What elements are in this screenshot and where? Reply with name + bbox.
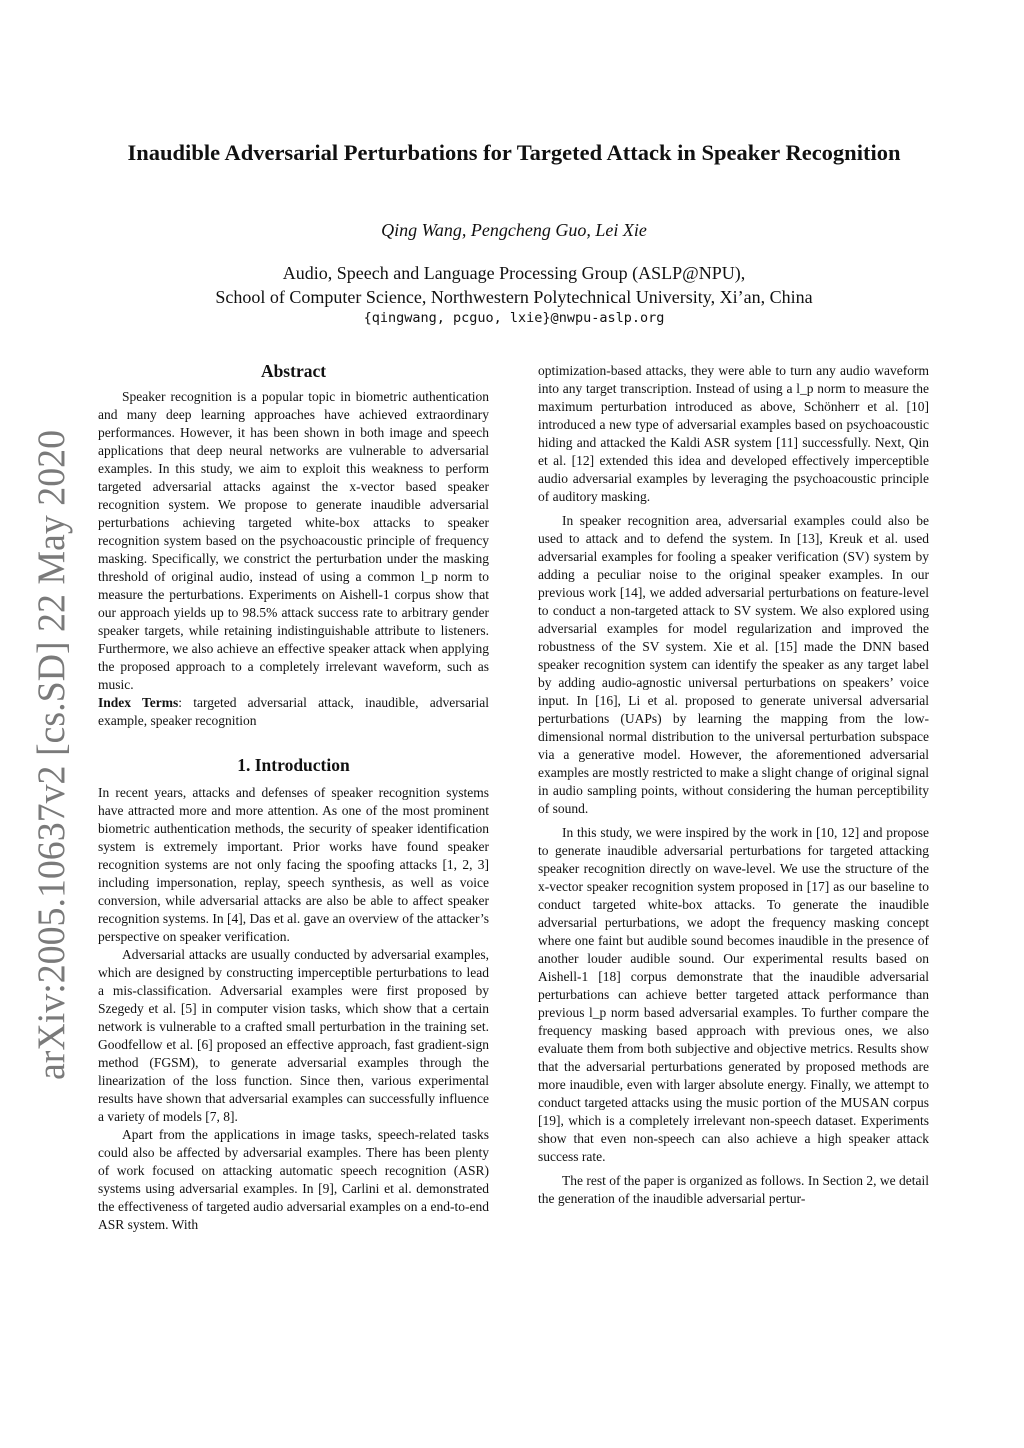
index-terms [98,694,489,730]
author-email: {qingwang, pcguo, lxie}@nwpu-aslp.org [363,310,665,326]
intro-paragraph-3: Apart from the applications in image tasks, speech-related tasks could also be affected by adversarial examples. There has been plenty of work focused on attacking automatic speech recognition (ASR) systems using adversarial examples. In [9], Carlini et al. demonstrated the effectiveness of targeted audio adversarial examples on a end-to-end ASR system. With [98,1127,489,1232]
affiliation-line-1: Audio, Speech and Language Processing Group (ASLP@NPU), [282,263,746,283]
paper-title: Inaudible Adversarial Perturbations for Targeted Attack in Speaker Recognition [127,140,901,165]
affiliation [100,261,928,309]
right-column [538,362,929,1208]
right-paragraph-1: optimization-based attacks, they were able to turn any audio waveform into any target transcription. Instead of using a l_p norm to measure the maximum perturbation introduced as above, Schönherr et al. [10] introduced a new type of adversarial examples based on psychoacoustic hiding and attacked the Kaldi ASR system [11] successfully. Next, Qin et al. [12] extended this idea and developed effectively imperceptible audio adversarial examples by leveraging the psychoacoustic principle of auditory masking. [538,363,929,504]
arxiv-id: arXiv:2005.10637v2 [cs.SD] 22 May 2020 [30,410,73,1080]
index-terms-label: Index Terms [98,695,179,710]
author-list: Qing Wang, Pengcheng Guo, Lei Xie [381,220,647,240]
right-paragraph-2: In speaker recognition area, adversarial examples could also be used to attack and to defend the system. In [13], Kreuk et al. used adversarial examples for fooling a speaker verification (SV) system by adding a peculiar noise to the original speaker examples. In our previous work [14], we added adversarial perturbations on feature-level to conduct a non-targeted attack to SV system. We also explored using adversarial examples for model regularization and improved the robustness of the SV system. Xie et al. [15] made the DNN based speaker recognition system can identify the speaker as any target label by adding audio-agnostic universal perturbations on speakers’ voice input. In [16], Li et al. proposed to generate universal adversarial perturbations (UAPs) by learning the mapping from the low-dimensional normal distribution to the universal perturbation subspace via a generative model. However, the aforementioned adversarial examples are mostly restricted to make a slight change of original signal in audio sampling points, without considering the human perceptibility of sound. [538,513,930,816]
intro-heading: 1. Introduction [237,755,350,775]
left-column [98,360,489,1234]
right-paragraph-3: In this study, we were inspired by the work in [10, 12] and propose to generate inaudible adversarial perturbations for targeted attacking speaker recognition directly on wave-level. We use the structure of the x-vector speaker recognition system proposed in [17] as our baseline to conduct targeted white-box attacks. To generate the inaudible adversarial perturbations, we adopt the frequency masking concept where one faint but audible sound becomes inaudible in the presence of another louder audible sound. Our experimental results based on Aishell-1 [18] corpus demonstrate that the inaudible adversarial perturbations can achieve better targeted attack performance than previous l_p norm based adversarial examples. To further compare the frequency masking based approach with previous ones, we also evaluate them from both subjective and objective metrics. Results show that the adversarial perturbations generated by proposed methods are more inaudible, even with larger absolute energy. Finally, we attempt to conduct targeted attacks using the music portion of the MUSAN corpus [19], which is a completely irrelevant non-speech dataset. Experiments show that even non-speech can also achieve a high speaker attack success rate. [538,825,929,1164]
abstract-text: Speaker recognition is a popular topic in biometric authentication and many deep learning approaches have achieved extraordinary performances. However, it has been shown in both image and speech applications that deep neural networks are vulnerable to adversarial examples. In this study, we aim to exploit this weakness to perform targeted adversarial attacks against the x-vector based speaker recognition system. We propose to generate inaudible adversarial perturbations achieving targeted white-box attacks to speaker recognition system based on the psychoacoustic principle of frequency masking. Specifically, we constrict the perturbation under the masking threshold of original audio, instead of using a common l_p norm to measure the perturbations. Experiments on Aishell-1 corpus show that our approach yields up to 98.5% attack success rate to arbitrary gender speaker targets, while retaining indistinguishable attribute to listeners. Furthermore, we also achieve an effective speaker attack when applying the proposed approach to a completely irrelevant waveform, such as music. [98,389,489,692]
right-paragraph-4: The rest of the paper is organized as follows. In Section 2, we detail the generation of the inaudible adversarial pertur- [538,1173,929,1206]
arxiv-side-stamp [20,390,80,1090]
arxiv-stamp-svg [20,390,80,1090]
index-terms-text: : targeted adversarial attack, inaudible, adversarial example, speaker recognition [98,695,489,728]
abstract-heading: Abstract [260,361,327,381]
intro-paragraph-2: Adversarial attacks are usually conducted by adversarial examples, which are designed by constructing imperceptible perturbations to lead a mis-classification. Adversarial examples were first proposed by Szegedy et al. [5] in computer vision tasks, which show that a certain network is vulnerable to a crafted small perturbation in the training set. Goodfellow et al. [6] proposed an effective approach, fast gradient-sign method (FGSM), to generate adversarial examples through the linearization of the loss function. Since then, various experimental results have shown that adversarial examples can successfully influence a variety of models [7, 8]. [98,947,489,1124]
intro-paragraph-1: In recent years, attacks and defenses of speaker recognition systems have attracted more and more attention. As one of the most prominent biometric authentication methods, the security of speaker identification system is extremely important. Prior works have found speaker recognition systems are not only facing the spoofing attacks [1, 2, 3] including impersonation, replay, speech synthesis, as well as voice conversion, while adversarial attacks are also be able to affect speaker recognition systems. In [4], Das et al. gave an overview of the attacker’s perspective on speaker verification. [98,785,489,944]
affiliation-line-2: School of Computer Science, Northwestern Polytechnical University, Xi’an, China [215,287,813,307]
